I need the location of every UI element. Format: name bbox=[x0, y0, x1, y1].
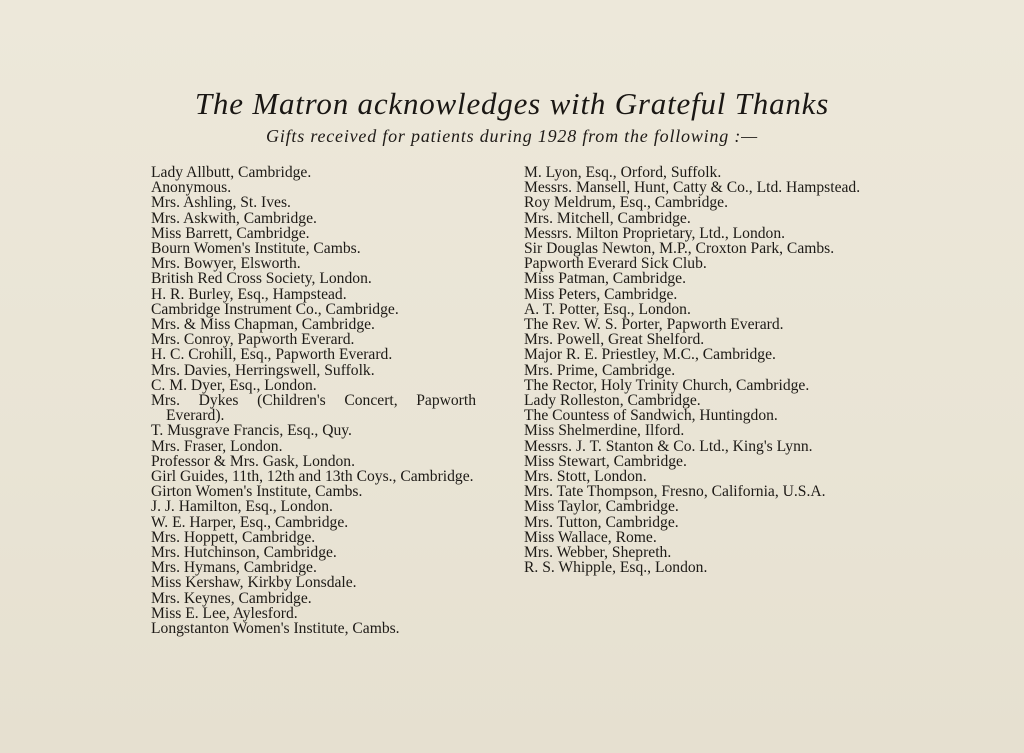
donor-entry: Mrs. Prime, Cambridge. bbox=[524, 361, 676, 379]
donor-entry: Lady Allbutt, Cambridge. bbox=[151, 164, 312, 181]
page-title: The Matron acknowledges with Grateful Thanks bbox=[194, 86, 830, 121]
donor-entry: Longstanton Women's Institute, Cambs. bbox=[151, 620, 400, 638]
donor-entry: T. Musgrave Francis, Esq., Quy. bbox=[151, 422, 352, 440]
donor-entry: C. M. Dyer, Esq., London. bbox=[151, 376, 317, 394]
donor-entry: Cambridge Instrument Co., Cambridge. bbox=[151, 300, 399, 318]
donor-entry: Miss E. Lee, Aylesford. bbox=[151, 604, 298, 622]
donor-entry: Professor & Mrs. Gask, London. bbox=[151, 452, 356, 470]
donor-entry: Anonymous. bbox=[151, 179, 232, 197]
donor-entry: Major R. E. Priestley, M.C., Cambridge. bbox=[524, 346, 776, 364]
donor-entry: Miss Patman, Cambridge. bbox=[524, 270, 686, 288]
donor-entry: Mrs. Tate Thompson, Fresno, California, U.S.A. bbox=[524, 483, 826, 501]
donor-entry: Mrs. Keynes, Cambridge. bbox=[151, 589, 312, 607]
donor-entry: Mrs. Bowyer, Elsworth. bbox=[151, 255, 301, 273]
donor-entry: Miss Taylor, Cambridge. bbox=[524, 498, 679, 516]
donor-entry: Girton Women's Institute, Cambs. bbox=[151, 483, 363, 501]
donor-entry: Miss Kershaw, Kirkby Lonsdale. bbox=[151, 574, 357, 592]
donor-entry: Mrs. Hutchinson, Cambridge. bbox=[151, 544, 337, 562]
donor-entry: Mrs. Dykes (Children's Concert, Papworth Everard). bbox=[151, 392, 476, 425]
donor-entry: Miss Barrett, Cambridge. bbox=[151, 224, 310, 242]
donor-entry: W. E. Harper, Esq., Cambridge. bbox=[151, 513, 349, 531]
page-subtitle: Gifts received for patients during 1928 from the following :— bbox=[266, 126, 758, 146]
donor-entry: The Countess of Sandwich, Huntingdon. bbox=[524, 407, 778, 425]
donor-entry: Mrs. Stott, London. bbox=[524, 468, 647, 486]
donor-entry: Mrs. Hymans, Cambridge. bbox=[151, 559, 317, 577]
donor-entry: Sir Douglas Newton, M.P., Croxton Park, Cambs. bbox=[524, 240, 835, 258]
donor-entry: Papworth Everard Sick Club. bbox=[524, 255, 707, 273]
donor-entry: Miss Peters, Cambridge. bbox=[524, 285, 678, 303]
donor-entry: Mrs. Fraser, London. bbox=[151, 437, 283, 455]
donor-list-right bbox=[524, 165, 864, 575]
donor-entry: British Red Cross Society, London. bbox=[151, 270, 372, 288]
donor-entry: Mrs. Davies, Herringswell, Suffolk. bbox=[151, 361, 375, 379]
donor-entry: H. C. Crohill, Esq., Papworth Everard. bbox=[151, 346, 393, 364]
donor-entry: Mrs. & Miss Chapman, Cambridge. bbox=[151, 316, 375, 334]
donor-entry: Mrs. Webber, Shepreth. bbox=[524, 544, 672, 562]
donor-entry: Mrs. Mitchell, Cambridge. bbox=[524, 209, 691, 227]
donor-entry: Mrs. Ashling, St. Ives. bbox=[151, 194, 291, 212]
donor-entry: M. Lyon, Esq., Orford, Suffolk. bbox=[524, 164, 722, 181]
donor-entry: Lady Rolleston, Cambridge. bbox=[524, 392, 701, 410]
donor-entry: A. T. Potter, Esq., London. bbox=[524, 300, 691, 318]
donor-entry: Mrs. Powell, Great Shelford. bbox=[524, 331, 705, 349]
donor-entry: Miss Wallace, Rome. bbox=[524, 528, 657, 546]
donor-entry: Bourn Women's Institute, Cambs. bbox=[151, 240, 361, 258]
donor-list-left bbox=[151, 165, 476, 636]
donor-entry: Mrs. Askwith, Cambridge. bbox=[151, 209, 317, 227]
donor-entry: Messrs. J. T. Stanton & Co. Ltd., King's Lynn. bbox=[524, 437, 813, 455]
donor-entry: The Rector, Holy Trinity Church, Cambridge. bbox=[524, 376, 810, 394]
donor-entry: Miss Shelmerdine, Ilford. bbox=[524, 422, 685, 440]
donor-entry: Messrs. Milton Proprietary, Ltd., London. bbox=[524, 224, 786, 242]
donor-entry: Miss Stewart, Cambridge. bbox=[524, 452, 687, 470]
donor-entry: Mrs. Hoppett, Cambridge. bbox=[151, 528, 316, 546]
donor-entry: R. S. Whipple, Esq., London. bbox=[524, 559, 708, 577]
donor-entry: Mrs. Tutton, Cambridge. bbox=[524, 513, 679, 531]
donor-entry: Messrs. Mansell, Hunt, Catty & Co., Ltd. Hampstead. bbox=[524, 179, 861, 197]
donor-entry: Roy Meldrum, Esq., Cambridge. bbox=[524, 194, 728, 212]
donor-entry: The Rev. W. S. Porter, Papworth Everard. bbox=[524, 316, 784, 334]
donor-entry: J. J. Hamilton, Esq., London. bbox=[151, 498, 333, 516]
donor-entry: Girl Guides, 11th, 12th and 13th Coys., Cambridge. bbox=[151, 468, 474, 486]
donor-entry: Mrs. Conroy, Papworth Everard. bbox=[151, 331, 355, 349]
donor-entry: H. R. Burley, Esq., Hampstead. bbox=[151, 285, 347, 303]
